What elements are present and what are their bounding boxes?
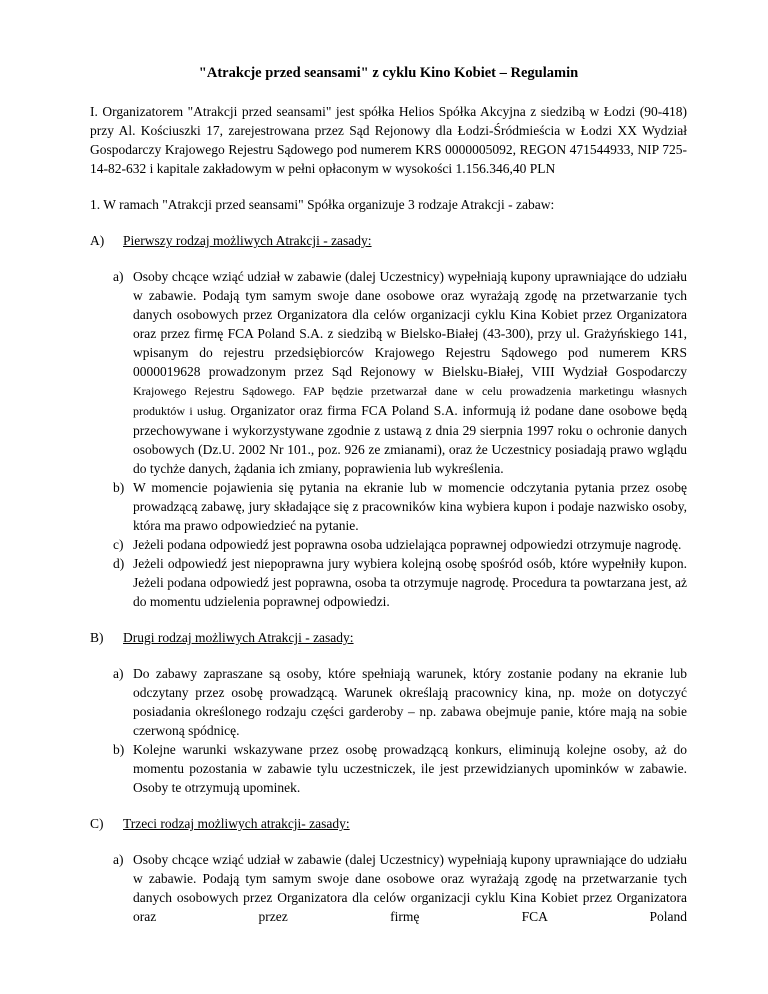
section-items — [90, 664, 687, 797]
item-text — [133, 267, 687, 478]
document-title: "Atrakcje przed seansami" z cyklu Kino Kobiet – Regulamin — [198, 65, 579, 81]
list-item — [90, 535, 687, 554]
section-marker: C) — [90, 816, 104, 831]
item-marker: b) — [113, 480, 125, 495]
item-text — [133, 850, 687, 926]
text-segment: W momencie pojawienia się pytania na ekranie lub w momencie odczytania pytania przez osobę prowadzącą zabawę, jury składające się z pracowników kina wybiera kupon i podaje nazwisko osoby, która ma prawo odpowiedzieć na pytanie. — [133, 480, 687, 533]
section — [90, 814, 687, 926]
list-item — [90, 478, 687, 535]
item-text — [133, 740, 687, 797]
text-segment: Osoby chcące wziąć udział w zabawie (dalej Uczestnicy) wypełniają kupony uprawniające do udziału w zabawie. Podają tym samym swoje dane osobowe oraz wyrażają zgodę na przetwarzanie tych danych osobowych przez Organizatora dla celów organizacji cyklu Kina Kobiet przez Organizatora oraz przez firmę FCA Poland — [133, 852, 687, 924]
item-marker: b) — [113, 742, 125, 757]
section-marker: B) — [90, 630, 104, 645]
text-segment: Krajowego Rejestru Sądowego. FAP będzie przetwarzał dane w celu prowadzenia marketingu własnych produktów i usług. — [133, 384, 687, 418]
text-segment: Jeżeli podana odpowiedź jest poprawna osoba udzielająca poprawnej odpowiedzi otrzymuje nagrodę. — [133, 537, 682, 552]
item-marker: a) — [113, 666, 124, 681]
section-heading: Drugi rodzaj możliwych Atrakcji - zasady: — [123, 630, 354, 645]
paragraph-1: 1. W ramach "Atrakcji przed seansami" Spółka organizuje 3 rodzaje Atrakcji - zabaw: — [90, 197, 555, 212]
section-items — [90, 267, 687, 611]
list-item — [90, 267, 687, 478]
list-item — [90, 554, 687, 611]
section — [90, 628, 687, 797]
item-marker: c) — [113, 537, 124, 552]
item-text — [133, 664, 687, 740]
item-text — [133, 478, 687, 535]
item-marker: d) — [113, 556, 125, 571]
sections-container — [90, 231, 687, 926]
section-heading-row — [90, 231, 687, 250]
text-segment: Organizator oraz firma FCA Poland S.A. informują iż podane dane osobowe będą przechowywane i wykorzystywane zgodnie z ustawą z dnia 29 sierpnia 1997 roku o ochronie danych osobowych (Dz.U. 2002 Nr 101., poz. 926 ze zmianami), oraz że Uczestnicy posiadają prawo wglądu do tychże danych, żądania ich zmiany, poprawienia lub wykreślenia. — [133, 403, 687, 476]
item-marker: a) — [113, 852, 124, 867]
intro-paragraph: I. Organizatorem "Atrakcji przed seansami" jest spółka Helios Spółka Akcyjna z siedzibą w Łodzi (90-418) przy Al. Kościuszki 17, zarejestrowana przez Sąd Rejonowy dla Łodzi-Śródmieścia w Łodzi XX Wydział Gospodarczy Krajowego Rejestru Sądowego pod numerem KRS 0000005092, REGON 471544933, NIP 725-14-82-632 i kapitale zakładowym w pełni opłaconym w wysokości 1.156.346,40 PLN — [90, 104, 687, 176]
section-heading: Pierwszy rodzaj możliwych Atrakcji - zasady: — [123, 233, 372, 248]
section-heading-row — [90, 814, 687, 833]
text-segment: Do zabawy zapraszane są osoby, które spełniają warunek, który zostanie podany na ekranie lub odczytany przez osobę prowadzącą. Warunek określają pracownicy kina, np. może on dotyczyć posiadania określonego rodzaju części garderoby – np. zabawa obejmuje panie, które mają na sobie czerwoną spódnicę. — [133, 666, 687, 738]
list-item — [90, 664, 687, 740]
section-heading: Trzeci rodzaj możliwych atrakcji- zasady: — [123, 816, 350, 831]
list-item — [90, 850, 687, 926]
section-heading-row — [90, 628, 687, 647]
item-text — [133, 554, 687, 611]
item-marker: a) — [113, 269, 124, 284]
section-marker: A) — [90, 233, 105, 248]
item-text — [133, 535, 687, 554]
text-segment: Kolejne warunki wskazywane przez osobę prowadzącą konkurs, eliminują kolejne osoby, aż do momentu pozostania w zabawie tylu uczestniczek, ile jest przewidzianych upominków w zabawie. Osoby te otrzymują upominek. — [133, 742, 687, 795]
section-items — [90, 850, 687, 926]
list-item — [90, 740, 687, 797]
text-segment: Osoby chcące wziąć udział w zabawie (dalej Uczestnicy) wypełniają kupony uprawniające do udziału w zabawie. Podają tym samym swoje dane osobowe oraz wyrażają zgodę na przetwarzanie tych danych osobowych przez Organizatora dla celów organizacji cyklu Kina Kobiet przez Organizatora oraz przez firmę FCA Poland S.A. z siedzibą w Bielsko-Białej (43-300), przy ul. Grażyńskiego 141, wpisanym do rejestru przedsiębiorców Krajowego Rejestru Sądowego pod numerem KRS 0000019628 prowadzonym przez Sąd Rejonowy w Bielsku-Białej, VIII Wydział Gospodarczy — [133, 269, 687, 379]
section — [90, 231, 687, 611]
text-segment: Jeżeli odpowiedź jest niepoprawna jury wybiera kolejną osobę spośród osób, które wypełniły kupon. Jeżeli podana odpowiedź jest poprawna, osoba ta otrzymuje nagrodę. Procedura ta powtarzana jest, aż do momentu udzielenia poprawnej odpowiedzi. — [133, 556, 687, 609]
